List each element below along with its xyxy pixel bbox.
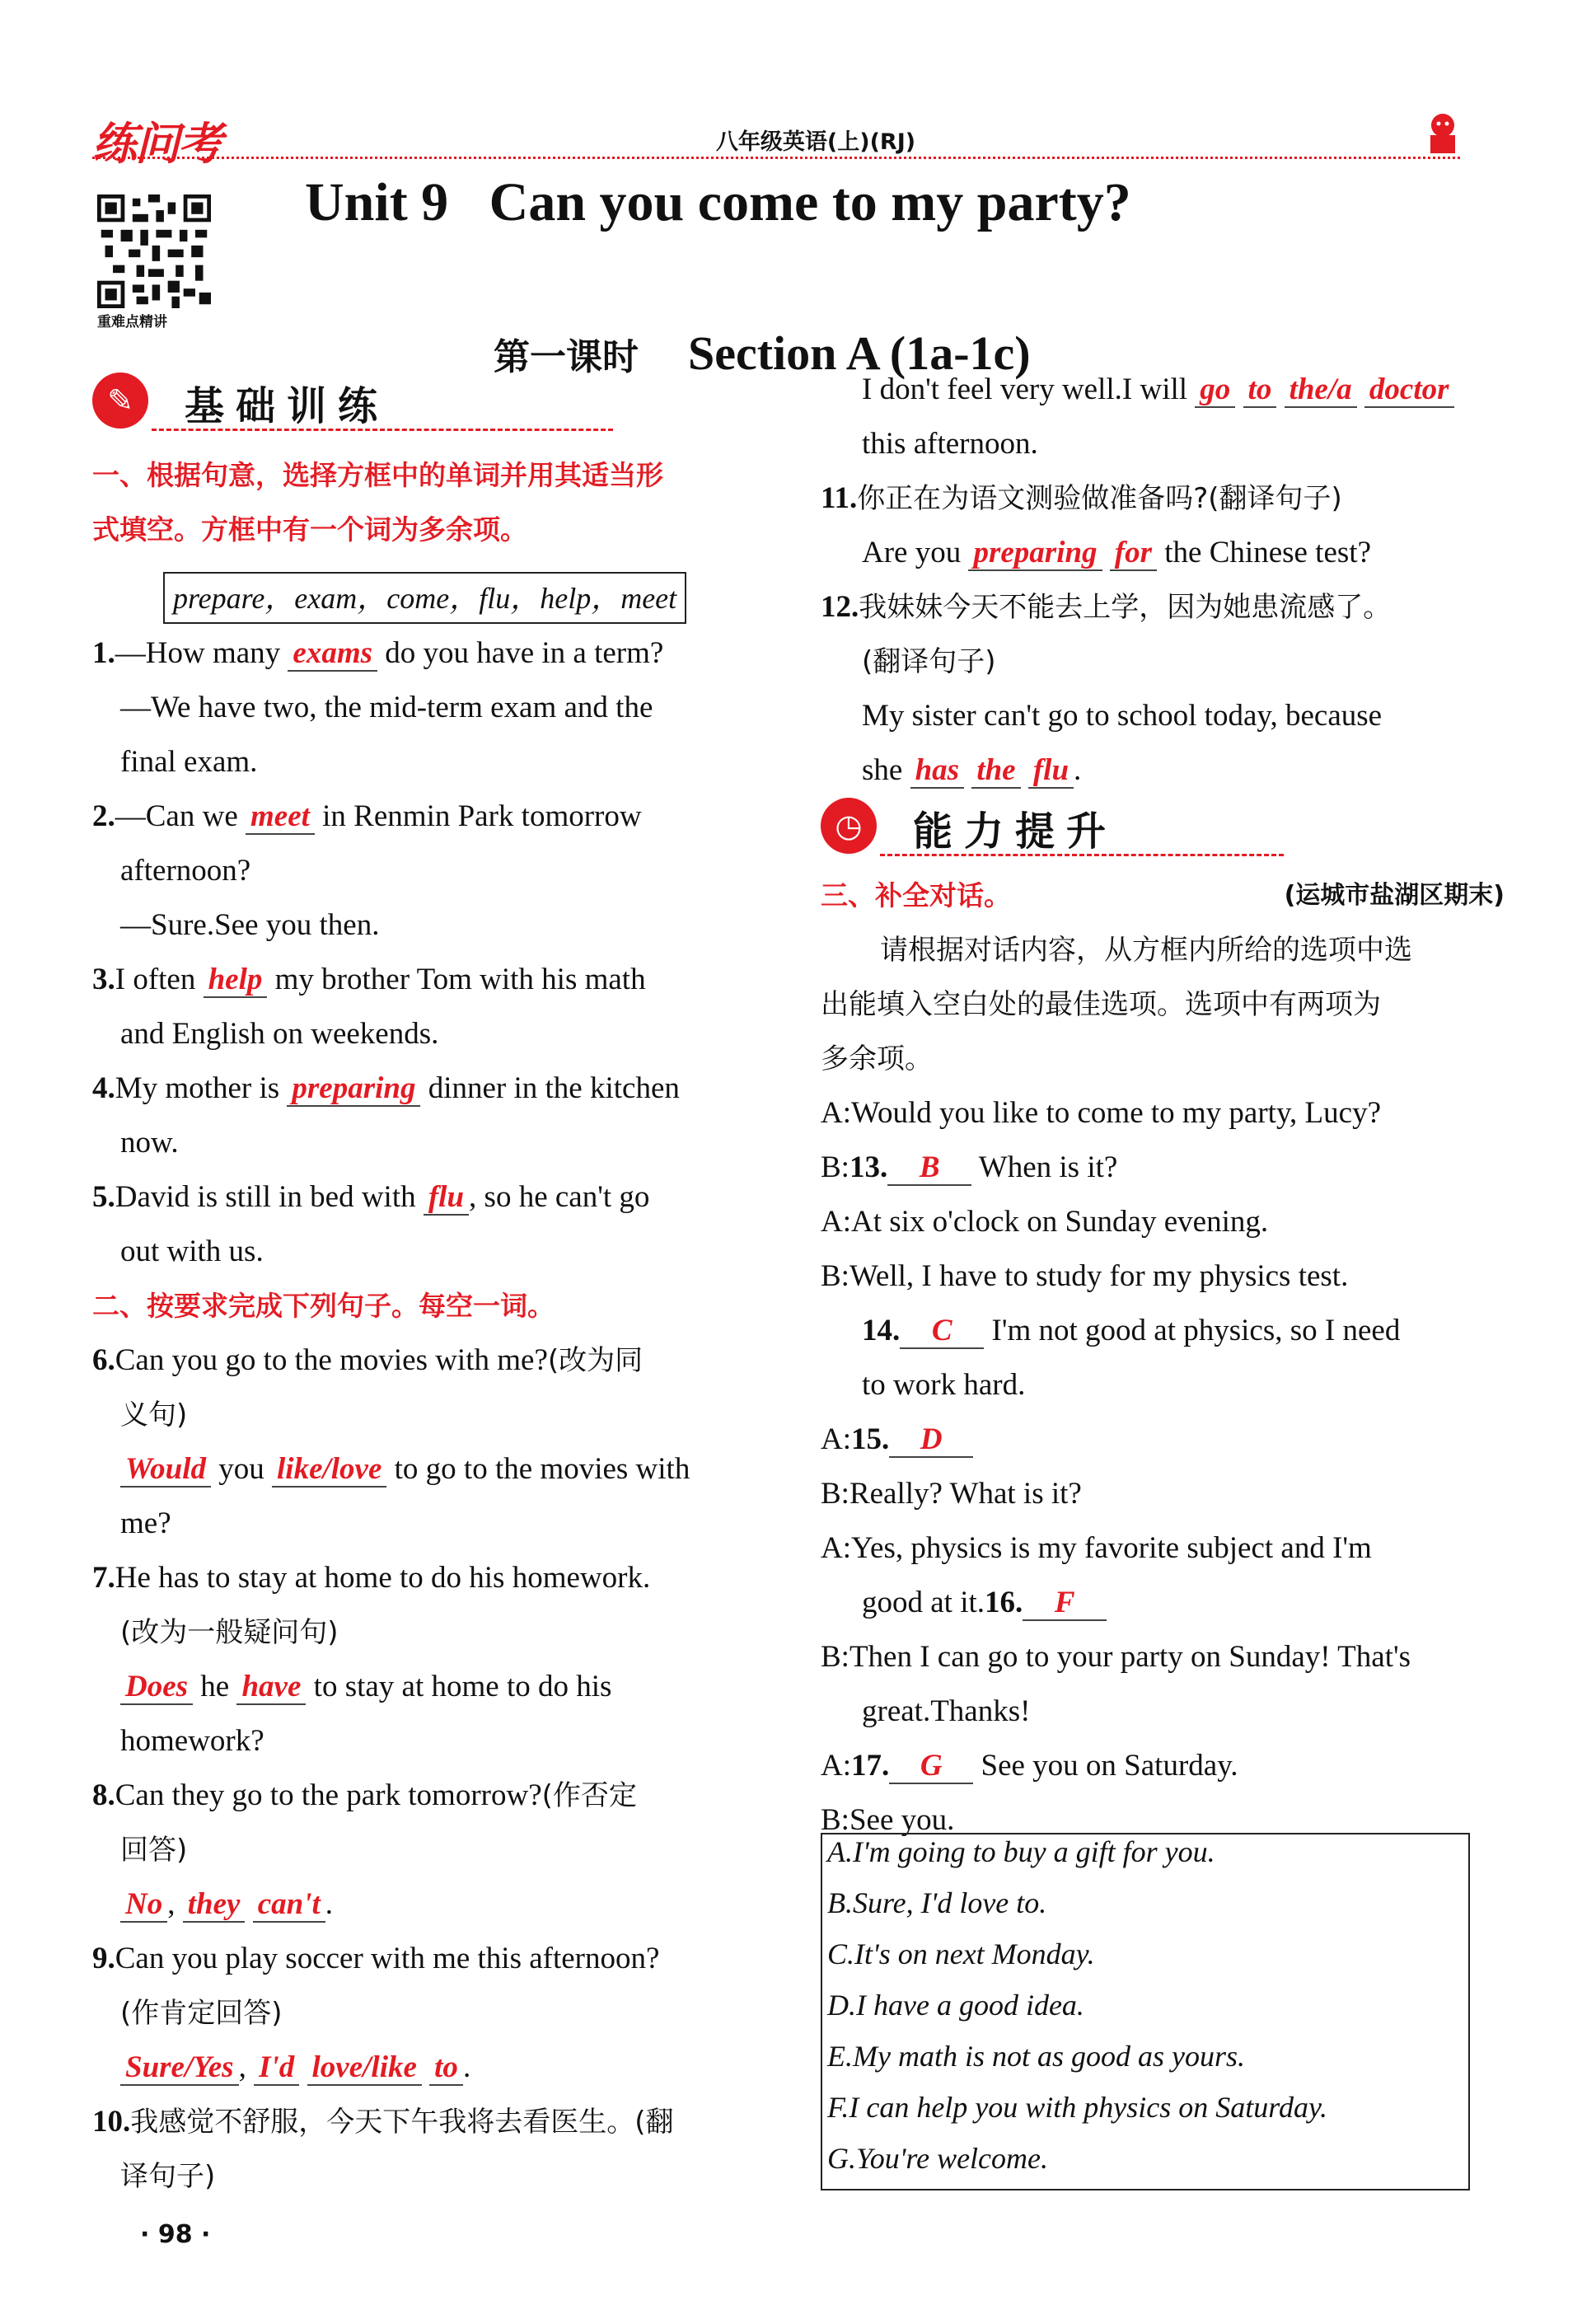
part3 (821, 869, 1505, 1848)
question-text: My sister can't go to school today, because (862, 699, 1383, 733)
dialogue-line: A:Yes, physics is my favorite subject and I'm (821, 1531, 1372, 1565)
dialogue-line: B:Really? What is it? (821, 1477, 1082, 1511)
question-text: me? (120, 1506, 171, 1540)
qr-code-icon[interactable] (97, 194, 211, 308)
answer: preparing (287, 1072, 420, 1107)
answer: meet (246, 800, 315, 835)
dialogue-line: A:15. D (821, 1413, 1505, 1467)
section-ability-header (821, 796, 1282, 862)
question-6: 6.Can you go to the movies with me?(改为同 (92, 1343, 644, 1377)
mascot-icon (1417, 107, 1468, 158)
options-box (821, 1833, 1470, 2190)
question-2: 2.—Can we meet in Renmin Park tomorrow (92, 799, 642, 833)
question-text: and English on weekends. (120, 1017, 439, 1051)
qr-caption: 重难点精讲 (97, 314, 167, 330)
lesson-section: Section A (1a-1c) (688, 326, 1031, 380)
answer-line: she has the flu . (862, 753, 1082, 787)
answer: flu (424, 1181, 469, 1216)
right-column (821, 363, 1505, 798)
instruction: 请根据对话内容，从方框内所给的选项中选 (880, 934, 1412, 967)
answer-line: Sure/Yes , I'd love/like to . (92, 2041, 776, 2095)
option-b: B.Sure, I'd love to. (827, 1886, 1047, 1919)
option-c: C.It's on next Monday. (827, 1937, 1095, 1970)
clock-icon: ◷ (821, 798, 877, 854)
question-5: 5.David is still in bed with flu , so he can't go (92, 1180, 650, 1214)
part3-heading: 三、补全对话。 (821, 879, 1011, 911)
question-requirement: (改为一般疑问句) (120, 1616, 339, 1649)
question-text: homework? (120, 1724, 264, 1758)
dialogue-line: 14. C I'm not good at physics, so I need (862, 1314, 1401, 1347)
dialogue-line: B:See you. (821, 1803, 955, 1837)
word-box: prepare，exam，come，flu，help，meet (163, 572, 686, 624)
header-divider (92, 157, 1460, 159)
dialogue-line: A:17. G See you on Saturday. (821, 1749, 1238, 1783)
question-requirement: 义句) (120, 1399, 188, 1431)
part1-heading-cont: 式填空。方框中有一个词为多余项。 (92, 513, 527, 546)
dialogue-line: A:Would you like to come to my party, Lucy? (821, 1096, 1382, 1130)
question-3: 3.I often help my brother Tom with his math (92, 963, 646, 996)
answer: exams (288, 637, 377, 672)
page-number: · 98 · (140, 2220, 211, 2249)
dialogue-line: great.Thanks! (862, 1694, 1031, 1728)
dialogue-line: good at it.16. F (821, 1576, 1505, 1630)
part3-heading-row (821, 869, 1505, 923)
instruction: 多余项。 (821, 1043, 933, 1075)
question-text: out with us. (120, 1235, 264, 1268)
question-8: 8.Can they go to the park tomorrow?(作否定 (92, 1778, 637, 1812)
question-7: 7.He has to stay at home to do his homework. (92, 1561, 651, 1595)
instruction: 出能填入空白处的最佳选项。选项中有两项为 (821, 988, 1381, 1021)
question-9: 9.Can you play soccer with me this afternoon? (92, 1942, 660, 1975)
section-basic-training-header (92, 371, 537, 437)
answer-line: Would you like/love to go to the movies with (92, 1442, 776, 1497)
question-requirement: (作肯定回答) (120, 1997, 283, 2030)
part1-questions (92, 626, 776, 2204)
option-e: E.My math is not as good as yours. (827, 2040, 1245, 2073)
answer-line: No , they can't . (92, 1877, 776, 1932)
question-text: —Sure.See you then. (120, 908, 380, 942)
unit-title: Unit 9 Can you come to my party? (305, 172, 1131, 232)
question-10: 10.我感觉不舒服，今天下午我将去看医生。(翻 (92, 2105, 674, 2139)
dialogue-line: B:Well, I have to study for my physics test. (821, 1259, 1349, 1293)
question-11: 11.你正在为语文测验做准备吗?(翻译句子) (821, 481, 1342, 515)
left-column (92, 448, 776, 557)
dialogue-line: A:At six o'clock on Sunday evening. (821, 1205, 1269, 1239)
question-text: final exam. (120, 745, 258, 779)
option-d: D.I have a good idea. (827, 1989, 1084, 2022)
question-requirement: (翻译句子) (862, 645, 996, 678)
dialogue-line: B:13. B When is it? (821, 1150, 1118, 1184)
question-text: this afternoon. (862, 427, 1038, 461)
option-f: F.I can help you with physics on Saturday. (827, 2091, 1327, 2124)
question-text: now. (120, 1126, 179, 1160)
book-title: 八年级英语(上)(RJ) (715, 129, 916, 155)
dialogue-line: to work hard. (862, 1368, 1026, 1402)
question-4: 4.My mother is preparing dinner in the kitchen (92, 1071, 680, 1105)
answer-line: Are you preparing for the Chinese test? (862, 536, 1371, 569)
part1-heading: 一、根据句意，选择方框中的单词并用其适当形 (92, 459, 663, 491)
option-a: A.I'm going to buy a gift for you. (827, 1835, 1215, 1868)
answer-line: Does he have to stay at home to do his (92, 1660, 776, 1714)
section-divider (880, 854, 1284, 856)
section-title: 能力提升 (913, 808, 1118, 855)
question-requirement: 回答) (120, 1834, 188, 1867)
section-title: 基础训练 (185, 383, 390, 429)
section-divider (152, 429, 613, 431)
question-1: 1.—How many exams do you have in a term? (92, 636, 664, 670)
part2-heading: 二、按要求完成下列句子。每空一词。 (92, 1290, 555, 1322)
dialogue-line: B:Then I can go to your party on Sunday! That's (821, 1640, 1411, 1674)
question-requirement: 译句子) (120, 2160, 216, 2193)
lesson-number: 第一课时 (494, 336, 639, 378)
brand-logo: 练问考 (92, 118, 221, 170)
question-text: afternoon? (120, 854, 251, 888)
pencil-icon: ✎ (92, 372, 148, 429)
answer-line: I don't feel very well.I will go to the/a doctor (821, 363, 1505, 417)
source-note: (运城市盐湖区期末) (1284, 881, 1505, 910)
option-g: G.You're welcome. (827, 2142, 1049, 2175)
question-text: —We have two, the mid-term exam and the (120, 691, 653, 724)
answer: help (204, 963, 268, 998)
question-12: 12.我妹妹今天不能去上学，因为她患流感了。 (821, 590, 1392, 624)
